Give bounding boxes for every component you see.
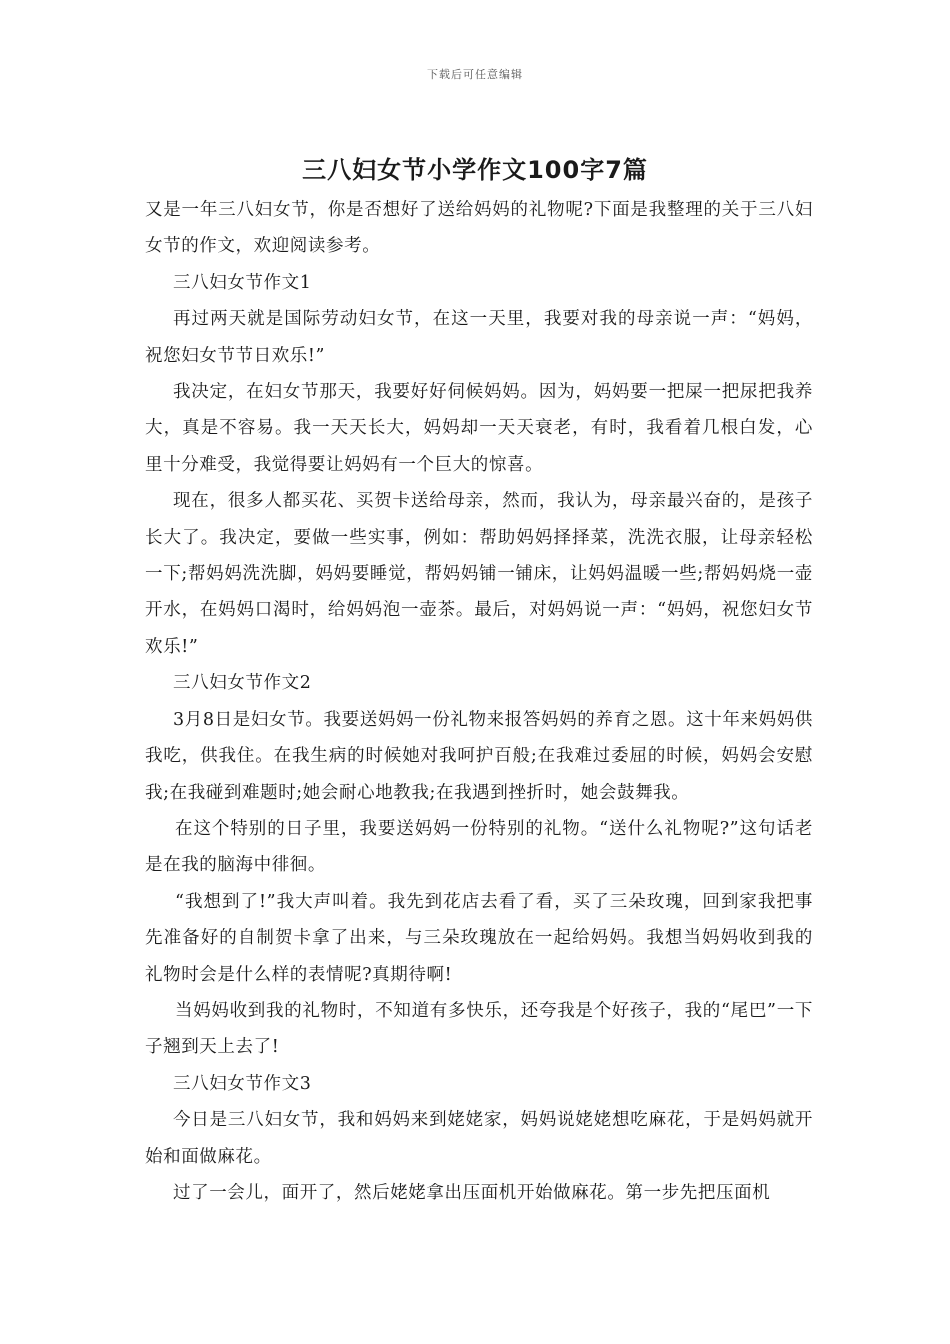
- body-paragraph: 过了一会儿，面开了，然后姥姥拿出压面机开始做麻花。第一步先把压面机: [173, 1182, 771, 1203]
- section-heading-2: 三八妇女节作文2: [173, 673, 312, 694]
- section-heading-1: 三八妇女节作文1: [173, 272, 312, 293]
- page-title: 三八妇女节小学作文100字7篇: [302, 156, 648, 184]
- body-paragraph: 3月8日是妇女节。我要送妈妈一份礼物来报答妈妈的养育之恩。这十年来妈妈供我吃，供我住。在我生病的时候她对我呵护百般;在我难过委屈的时候，妈妈会安慰我;在我碰到难题时;她会耐心地教我;在我遇到挫折时，她会鼓舞我。: [145, 709, 813, 803]
- intro-paragraph: 又是一年三八妇女节，你是否想好了送给妈妈的礼物呢?下面是我整理的关于三八妇女节的作文，欢迎阅读参考。: [145, 200, 813, 257]
- body-paragraph: “我想到了!”我大声叫着。我先到花店去看了看，买了三朵玫瑰，回到家我把事先准备好的自制贺卡拿了出来，与三朵玫瑰放在一起给妈妈。我想当妈妈收到我的礼物时会是什么样的表情呢?真期待啊!: [145, 891, 813, 985]
- body-paragraph: 现在，很多人都买花、买贺卡送给母亲，然而，我认为，母亲最兴奋的，是孩子长大了。我决定，要做一些实事，例如：帮助妈妈择择菜，洗洗衣服，让母亲轻松一下;帮妈妈洗洗脚，妈妈要睡觉，帮妈妈铺一铺床，让妈妈温暖一些;帮妈妈烧一壶开水，在妈妈口渴时，给妈妈泡一壶茶。最后，对妈妈说一声：“妈妈，祝您妇女节欢乐!”: [145, 491, 813, 657]
- article-body: [145, 192, 813, 1211]
- body-paragraph: 在这个特别的日子里，我要送妈妈一份特别的礼物。“送什么礼物呢?”这句话老是在我的脑海中徘徊。: [145, 818, 813, 876]
- body-paragraph: 我决定，在妇女节那天，我要好好伺候妈妈。因为，妈妈要一把屎一把尿把我养大，真是不容易。我一天天长大，妈妈却一天天衰老，有时，我看着几根白发，心里十分难受，我觉得要让妈妈有一个巨大的惊喜。: [145, 382, 813, 475]
- section-heading-3: 三八妇女节作文3: [173, 1073, 312, 1094]
- header-note: 下载后可任意编辑: [427, 68, 523, 81]
- body-paragraph: 当妈妈收到我的礼物时，不知道有多快乐，还夸我是个好孩子，我的“尾巴”一下子翘到天上去了!: [145, 1000, 813, 1058]
- body-paragraph: 今日是三八妇女节，我和妈妈来到姥姥家，妈妈说姥姥想吃麻花，于是妈妈就开始和面做麻花。: [145, 1110, 813, 1167]
- body-paragraph: 再过两天就是国际劳动妇女节，在这一天里，我要对我的母亲说一声：“妈妈，祝您妇女节节日欢乐!”: [145, 309, 813, 366]
